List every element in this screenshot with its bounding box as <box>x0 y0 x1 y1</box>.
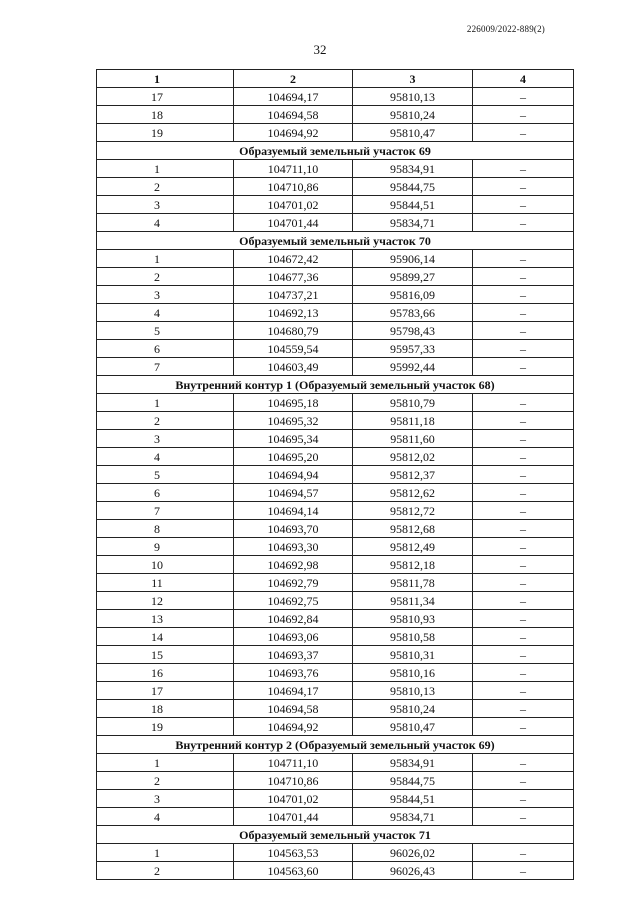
section-title: Образуемый земельный участок 70 <box>97 232 574 250</box>
x-coordinate-cell: 104692,79 <box>234 574 353 592</box>
section-header-row <box>97 376 574 394</box>
y-coordinate-cell: 95957,33 <box>353 340 473 358</box>
note-cell: – <box>473 394 574 412</box>
y-coordinate-cell: 95810,13 <box>353 682 473 700</box>
note-cell: – <box>473 358 574 376</box>
x-coordinate-cell: 104693,76 <box>234 664 353 682</box>
x-coordinate-cell: 104559,54 <box>234 340 353 358</box>
point-number-cell: 7 <box>97 502 234 520</box>
y-coordinate-cell: 95810,58 <box>353 628 473 646</box>
point-number-cell: 11 <box>97 574 234 592</box>
point-number-cell: 4 <box>97 304 234 322</box>
point-number-cell: 15 <box>97 646 234 664</box>
table-row <box>97 754 574 772</box>
note-cell: – <box>473 754 574 772</box>
point-number-cell: 1 <box>97 250 234 268</box>
note-cell: – <box>473 574 574 592</box>
x-coordinate-cell: 104677,36 <box>234 268 353 286</box>
y-coordinate-cell: 95834,91 <box>353 754 473 772</box>
point-number-cell: 17 <box>97 682 234 700</box>
y-coordinate-cell: 95811,78 <box>353 574 473 592</box>
y-coordinate-cell: 95810,31 <box>353 646 473 664</box>
point-number-cell: 19 <box>97 718 234 736</box>
section-header-row <box>97 232 574 250</box>
column-header: 1 <box>97 70 234 88</box>
y-coordinate-cell: 95812,62 <box>353 484 473 502</box>
table-row <box>97 718 574 736</box>
point-number-cell: 6 <box>97 484 234 502</box>
point-number-cell: 5 <box>97 322 234 340</box>
table-row <box>97 574 574 592</box>
x-coordinate-cell: 104692,98 <box>234 556 353 574</box>
note-cell: – <box>473 196 574 214</box>
y-coordinate-cell: 95899,27 <box>353 268 473 286</box>
table-row <box>97 268 574 286</box>
table-row <box>97 520 574 538</box>
section-title: Внутренний контур 1 (Образуемый земельный участок 68) <box>97 376 574 394</box>
note-cell: – <box>473 304 574 322</box>
y-coordinate-cell: 95844,75 <box>353 772 473 790</box>
table-row <box>97 340 574 358</box>
point-number-cell: 3 <box>97 196 234 214</box>
y-coordinate-cell: 95844,75 <box>353 178 473 196</box>
table-row <box>97 214 574 232</box>
column-header: 2 <box>234 70 353 88</box>
note-cell: – <box>473 520 574 538</box>
x-coordinate-cell: 104692,84 <box>234 610 353 628</box>
point-number-cell: 4 <box>97 808 234 826</box>
point-number-cell: 2 <box>97 178 234 196</box>
table-row <box>97 592 574 610</box>
note-cell: – <box>473 484 574 502</box>
point-number-cell: 16 <box>97 664 234 682</box>
table-row <box>97 808 574 826</box>
point-number-cell: 3 <box>97 286 234 304</box>
section-title: Образуемый земельный участок 71 <box>97 826 574 844</box>
y-coordinate-cell: 95810,13 <box>353 88 473 106</box>
table-row <box>97 250 574 268</box>
y-coordinate-cell: 95783,66 <box>353 304 473 322</box>
note-cell: – <box>473 502 574 520</box>
note-cell: – <box>473 448 574 466</box>
note-cell: – <box>473 322 574 340</box>
point-number-cell: 4 <box>97 214 234 232</box>
x-coordinate-cell: 104563,60 <box>234 862 353 880</box>
table-row <box>97 412 574 430</box>
x-coordinate-cell: 104701,44 <box>234 808 353 826</box>
table-row <box>97 610 574 628</box>
point-number-cell: 14 <box>97 628 234 646</box>
note-cell: – <box>473 268 574 286</box>
table-row <box>97 790 574 808</box>
x-coordinate-cell: 104693,37 <box>234 646 353 664</box>
note-cell: – <box>473 538 574 556</box>
table-row <box>97 196 574 214</box>
point-number-cell: 1 <box>97 160 234 178</box>
note-cell: – <box>473 250 574 268</box>
note-cell: – <box>473 772 574 790</box>
note-cell: – <box>473 556 574 574</box>
coordinates-table <box>96 69 574 880</box>
note-cell: – <box>473 340 574 358</box>
y-coordinate-cell: 95810,47 <box>353 124 473 142</box>
point-number-cell: 1 <box>97 394 234 412</box>
point-number-cell: 3 <box>97 790 234 808</box>
note-cell: – <box>473 646 574 664</box>
table-row <box>97 448 574 466</box>
point-number-cell: 2 <box>97 268 234 286</box>
section-title: Образуемый земельный участок 69 <box>97 142 574 160</box>
y-coordinate-cell: 95810,24 <box>353 106 473 124</box>
x-coordinate-cell: 104694,92 <box>234 124 353 142</box>
x-coordinate-cell: 104694,94 <box>234 466 353 484</box>
table-row <box>97 772 574 790</box>
x-coordinate-cell: 104701,02 <box>234 196 353 214</box>
note-cell: – <box>473 286 574 304</box>
table-row <box>97 124 574 142</box>
point-number-cell: 17 <box>97 88 234 106</box>
section-title: Внутренний контур 2 (Образуемый земельный участок 69) <box>97 736 574 754</box>
x-coordinate-cell: 104694,57 <box>234 484 353 502</box>
table-row <box>97 682 574 700</box>
note-cell: – <box>473 412 574 430</box>
y-coordinate-cell: 95811,34 <box>353 592 473 610</box>
note-cell: – <box>473 628 574 646</box>
y-coordinate-cell: 96026,43 <box>353 862 473 880</box>
y-coordinate-cell: 95798,43 <box>353 322 473 340</box>
note-cell: – <box>473 790 574 808</box>
x-coordinate-cell: 104694,17 <box>234 88 353 106</box>
x-coordinate-cell: 104695,18 <box>234 394 353 412</box>
y-coordinate-cell: 95812,02 <box>353 448 473 466</box>
y-coordinate-cell: 95812,49 <box>353 538 473 556</box>
note-cell: – <box>473 430 574 448</box>
table-row <box>97 484 574 502</box>
section-header-row <box>97 142 574 160</box>
table-row <box>97 394 574 412</box>
y-coordinate-cell: 95844,51 <box>353 196 473 214</box>
point-number-cell: 4 <box>97 448 234 466</box>
point-number-cell: 8 <box>97 520 234 538</box>
table-row <box>97 178 574 196</box>
note-cell: – <box>473 862 574 880</box>
point-number-cell: 7 <box>97 358 234 376</box>
x-coordinate-cell: 104693,70 <box>234 520 353 538</box>
table-row <box>97 862 574 880</box>
y-coordinate-cell: 95810,79 <box>353 394 473 412</box>
y-coordinate-cell: 95844,51 <box>353 790 473 808</box>
point-number-cell: 19 <box>97 124 234 142</box>
table-row <box>97 646 574 664</box>
point-number-cell: 2 <box>97 412 234 430</box>
y-coordinate-cell: 95834,71 <box>353 214 473 232</box>
note-cell: – <box>473 178 574 196</box>
note-cell: – <box>473 808 574 826</box>
y-coordinate-cell: 95810,24 <box>353 700 473 718</box>
page-number: 32 <box>313 42 327 57</box>
table-row <box>97 358 574 376</box>
note-cell: – <box>473 124 574 142</box>
table-row <box>97 664 574 682</box>
x-coordinate-cell: 104711,10 <box>234 754 353 772</box>
x-coordinate-cell: 104680,79 <box>234 322 353 340</box>
note-cell: – <box>473 466 574 484</box>
x-coordinate-cell: 104693,06 <box>234 628 353 646</box>
table-row <box>97 556 574 574</box>
x-coordinate-cell: 104694,58 <box>234 106 353 124</box>
table-row <box>97 844 574 862</box>
x-coordinate-cell: 104694,92 <box>234 718 353 736</box>
x-coordinate-cell: 104737,21 <box>234 286 353 304</box>
note-cell: – <box>473 664 574 682</box>
table-header-row <box>97 70 574 88</box>
point-number-cell: 1 <box>97 844 234 862</box>
table-row <box>97 430 574 448</box>
x-coordinate-cell: 104692,75 <box>234 592 353 610</box>
x-coordinate-cell: 104701,44 <box>234 214 353 232</box>
column-header: 4 <box>473 70 574 88</box>
x-coordinate-cell: 104710,86 <box>234 178 353 196</box>
y-coordinate-cell: 95812,37 <box>353 466 473 484</box>
x-coordinate-cell: 104695,32 <box>234 412 353 430</box>
y-coordinate-cell: 95992,44 <box>353 358 473 376</box>
x-coordinate-cell: 104563,53 <box>234 844 353 862</box>
document-number: 226009/2022-889(2) <box>466 24 545 34</box>
x-coordinate-cell: 104603,49 <box>234 358 353 376</box>
note-cell: – <box>473 160 574 178</box>
point-number-cell: 6 <box>97 340 234 358</box>
point-number-cell: 18 <box>97 106 234 124</box>
table-row <box>97 322 574 340</box>
note-cell: – <box>473 214 574 232</box>
y-coordinate-cell: 95810,47 <box>353 718 473 736</box>
section-header-row <box>97 826 574 844</box>
point-number-cell: 18 <box>97 700 234 718</box>
y-coordinate-cell: 95811,60 <box>353 430 473 448</box>
table-row <box>97 106 574 124</box>
note-cell: – <box>473 610 574 628</box>
table-row <box>97 160 574 178</box>
note-cell: – <box>473 682 574 700</box>
column-header: 3 <box>353 70 473 88</box>
x-coordinate-cell: 104692,13 <box>234 304 353 322</box>
x-coordinate-cell: 104694,58 <box>234 700 353 718</box>
table-row <box>97 304 574 322</box>
x-coordinate-cell: 104710,86 <box>234 772 353 790</box>
point-number-cell: 1 <box>97 754 234 772</box>
table-row <box>97 538 574 556</box>
x-coordinate-cell: 104695,34 <box>234 430 353 448</box>
table-row <box>97 502 574 520</box>
note-cell: – <box>473 88 574 106</box>
x-coordinate-cell: 104701,02 <box>234 790 353 808</box>
y-coordinate-cell: 95812,72 <box>353 502 473 520</box>
point-number-cell: 13 <box>97 610 234 628</box>
note-cell: – <box>473 718 574 736</box>
table-row <box>97 88 574 106</box>
y-coordinate-cell: 96026,02 <box>353 844 473 862</box>
table-row <box>97 700 574 718</box>
point-number-cell: 3 <box>97 430 234 448</box>
point-number-cell: 5 <box>97 466 234 484</box>
y-coordinate-cell: 95811,18 <box>353 412 473 430</box>
point-number-cell: 2 <box>97 862 234 880</box>
y-coordinate-cell: 95810,16 <box>353 664 473 682</box>
point-number-cell: 12 <box>97 592 234 610</box>
x-coordinate-cell: 104695,20 <box>234 448 353 466</box>
point-number-cell: 2 <box>97 772 234 790</box>
y-coordinate-cell: 95834,71 <box>353 808 473 826</box>
note-cell: – <box>473 700 574 718</box>
note-cell: – <box>473 106 574 124</box>
note-cell: – <box>473 844 574 862</box>
table-row <box>97 628 574 646</box>
x-coordinate-cell: 104693,30 <box>234 538 353 556</box>
y-coordinate-cell: 95810,93 <box>353 610 473 628</box>
y-coordinate-cell: 95812,68 <box>353 520 473 538</box>
table-row <box>97 466 574 484</box>
x-coordinate-cell: 104711,10 <box>234 160 353 178</box>
y-coordinate-cell: 95812,18 <box>353 556 473 574</box>
note-cell: – <box>473 592 574 610</box>
table-body <box>97 88 574 880</box>
y-coordinate-cell: 95816,09 <box>353 286 473 304</box>
table-row <box>97 286 574 304</box>
y-coordinate-cell: 95906,14 <box>353 250 473 268</box>
x-coordinate-cell: 104694,14 <box>234 502 353 520</box>
section-header-row <box>97 736 574 754</box>
x-coordinate-cell: 104672,42 <box>234 250 353 268</box>
y-coordinate-cell: 95834,91 <box>353 160 473 178</box>
point-number-cell: 10 <box>97 556 234 574</box>
point-number-cell: 9 <box>97 538 234 556</box>
x-coordinate-cell: 104694,17 <box>234 682 353 700</box>
